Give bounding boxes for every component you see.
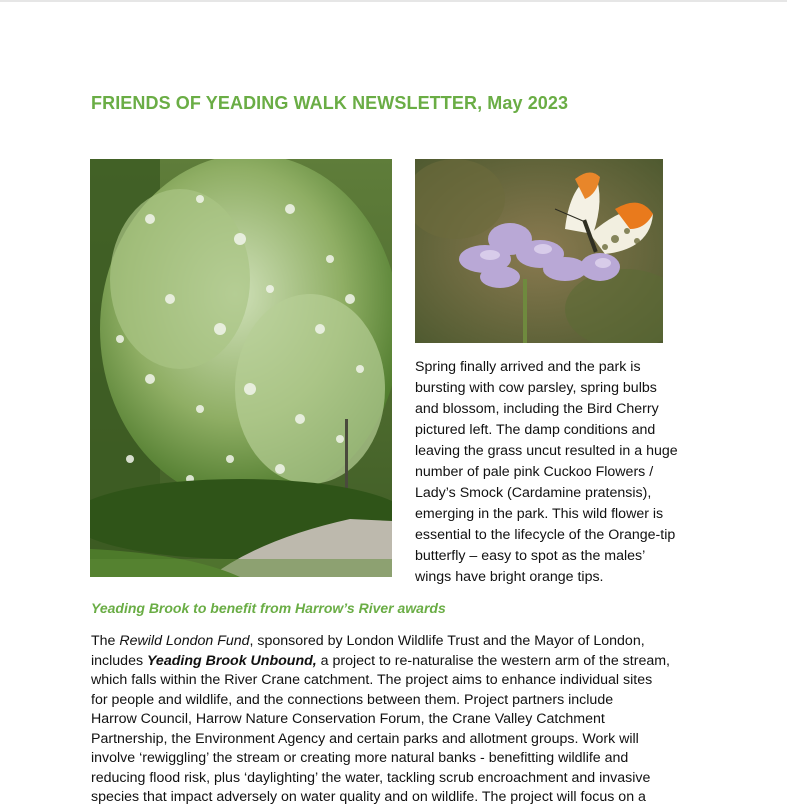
article-line xyxy=(91,632,731,652)
intro-line: wings have bright orange tips. xyxy=(415,569,604,585)
intro-line: Lady’s Smock (Cardamine pratensis), xyxy=(415,485,652,501)
page-top-border xyxy=(0,0,787,2)
newsletter-title: FRIENDS OF YEADING WALK NEWSLETTER, May 2023 xyxy=(91,93,569,113)
article-line: reducing flood risk, plus ‘daylighting’ the water, tackling scrub encroachment and invasive xyxy=(91,769,651,786)
intro-line: leaving the grass uncut resulted in a huge xyxy=(415,443,678,459)
article-body xyxy=(91,632,731,808)
article-line: which falls within the River Crane catchment. The project aims to enhance individual sites xyxy=(91,672,653,688)
orange-tip-butterfly-photo xyxy=(415,159,663,343)
intro-line: number of pale pink Cuckoo Flowers / xyxy=(415,464,654,480)
intro-line: Spring finally arrived and the park is xyxy=(415,359,641,375)
intro-line: essential to the lifecycle of the Orange-tip xyxy=(415,527,676,543)
article-heading: Yeading Brook to benefit from Harrow’s River awards xyxy=(91,600,446,616)
intro-line: butterfly – easy to spot as the males’ xyxy=(415,548,646,564)
bird-cherry-tree-photo xyxy=(90,159,392,577)
article-line: involve ‘rewiggling’ the stream or creating more natural banks - benefitting wildlife and xyxy=(91,750,629,766)
article-line xyxy=(91,652,731,672)
project-name: Yeading Brook Unbound, xyxy=(147,652,317,669)
article-text: a project to re-naturalise the western arm of the stream, xyxy=(316,652,670,669)
intro-line: pictured left. The damp conditions and xyxy=(415,422,656,438)
article-text: The xyxy=(91,633,120,649)
article-line: Harrow Council, Harrow Nature Conservation Forum, the Crane Valley Catchment xyxy=(91,711,605,727)
intro-line: emerging in the park. This wild flower is xyxy=(415,506,664,522)
intro-paragraph xyxy=(415,357,705,588)
article-line: Partnership, the Environment Agency and certain parks and allotment groups. Work will xyxy=(91,730,639,747)
article-text: , sponsored by London Wildlife Trust and the Mayor of London, xyxy=(249,633,645,649)
article-line: for people and wildlife, and the connections between them. Project partners include xyxy=(91,691,614,708)
intro-line: bursting with cow parsley, spring bulbs xyxy=(415,380,657,396)
article-text: includes xyxy=(91,652,147,669)
article-line: species that impact adversely on water quality and on wildlife. The project will focus on a xyxy=(91,789,646,805)
intro-line: and blossom, including the Bird Cherry xyxy=(415,401,659,417)
fund-name: Rewild London Fund xyxy=(119,633,250,649)
